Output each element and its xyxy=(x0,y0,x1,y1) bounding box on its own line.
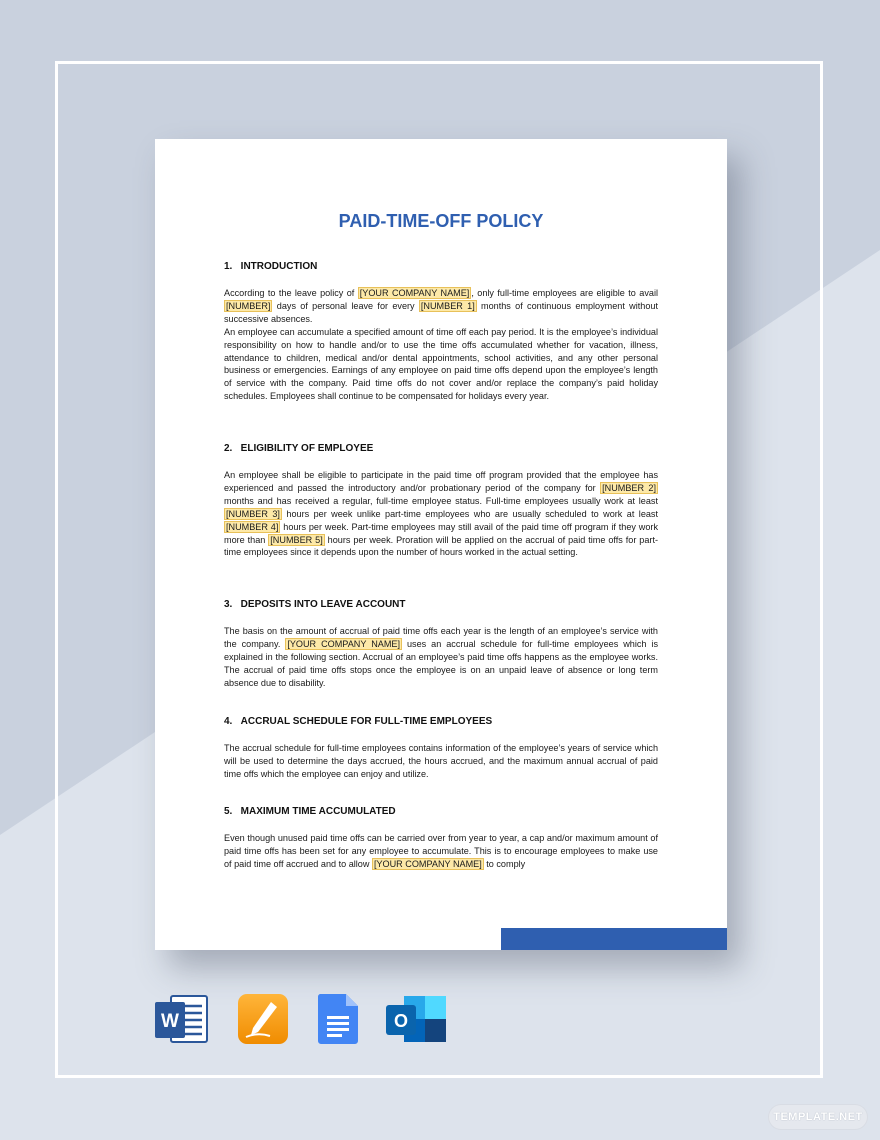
section-body: The basis on the amount of accrual of paid time offs each year is the length of an employee’s service with the company. [YOUR COMPANY NAME] uses an accrual schedule for full-time employees which is explained in the following section. Accrual of an employee’s paid time offs happens as the employee works. The accrual of paid time offs stops once the employee is on an unpaid leave of absence or long term absence due to disability. xyxy=(224,626,658,688)
placeholder-highlight: [YOUR COMPANY NAME] xyxy=(287,638,401,649)
section-body: According to the leave policy of [YOUR COMPANY NAME] , only full-time employees are eligible to avail [NUMBER] days of personal leave for every [NUMBER 1] months of continuous employment without successive absences. An employee can accumulate a specified amount of time off each pay period. It is the employee’s individual responsibility on how to handle and/or to use the time offs accumulated whether for vacation, illness, attendance to children, medical and/or dental appointments, school activities, and any other personal business or emergencies. Earnings of any employee on paid time offs depend upon the employee’s length of service with the company. Paid time offs do not cover and/or replace the company’s paid holiday schedules. Employees shall continue to be compensated for holidays every year. xyxy=(224,288,658,402)
placeholder-highlight: [NUMBER 1] xyxy=(420,300,475,311)
section-accrual-schedule xyxy=(224,716,658,781)
section-maximum-time xyxy=(224,806,658,871)
microsoft-outlook-icon[interactable] xyxy=(386,994,448,1044)
section-heading: 4. ACCRUAL SCHEDULE FOR FULL-TIME EMPLOYEES xyxy=(224,716,493,727)
section-heading: 3. DEPOSITS INTO LEAVE ACCOUNT xyxy=(224,599,406,610)
paragraph: An employee can accumulate a specified amount of time off each pay period. It is the employee’s individual responsibility on how to handle and/or to use the time offs accumulated whether for vacation, illness, attendance to children, medical and/or dental appointments, school activities, and any other personal business or emergencies. Earnings of any employee on paid time offs depend upon the employee’s length of service with the company. Paid time offs do not cover and/or replace the company’s paid holiday schedules. Employees shall continue to be compensated for holidays every year. xyxy=(224,326,658,402)
placeholder-highlight: [NUMBER 2] xyxy=(602,482,656,493)
footer-accent-bar xyxy=(501,928,727,950)
placeholder-highlight: [YOUR COMPANY NAME] xyxy=(359,288,470,298)
placeholder-highlight: [NUMBER 5] xyxy=(270,534,323,545)
placeholder-highlight: [NUMBER 3] xyxy=(226,508,280,519)
outlook-letter: O xyxy=(393,1011,409,1031)
section-heading: 1. INTRODUCTION xyxy=(224,261,318,272)
placeholder-highlight: [NUMBER 4] xyxy=(226,521,279,532)
document-title: PAID-TIME-OFF POLICY xyxy=(338,211,544,231)
section-body: The accrual schedule for full-time employees contains information of the employee’s years of service which will be used to determine the days accrued, the hours accrued, and the maximum annual accrual of paid time offs which the employee can enjoy and utilize. xyxy=(224,743,658,779)
section-heading: 2. ELIGIBILITY OF EMPLOYEE xyxy=(224,443,374,454)
word-letter: W xyxy=(161,1011,179,1032)
section-heading: 5. MAXIMUM TIME ACCUMULATED xyxy=(224,806,396,817)
section-deposits xyxy=(224,599,658,690)
section-body: An employee shall be eligible to participate in the paid time off program provided that the employee has experienced and passed the introductory and/or probationary period of the company for [NUMBER 2] months and has received a regular, full-time employee status. Full-time employees usually work at least [NUMBER 3] hours per week unlike part-time employees who are usually scheduled to work at least [NUMBER 4] hours per week. Part-time employees may still avail of the paid time off program if they work more than [NUMBER 5] hours per week. Proration will be applied on the accrual of paid time offs for part-time employees since it depends upon the number of hours worked in the actual setting. xyxy=(224,470,659,558)
section-body: Even though unused paid time offs can be carried over from year to year, a cap and/or maximum amount of paid time offs has been set for any employee to accumulate. This is to encourage employees to make use of paid time off accrued and to allow [YOUR COMPANY NAME] to comply xyxy=(224,833,658,869)
google-docs-icon[interactable] xyxy=(318,994,358,1044)
placeholder-highlight: [NUMBER] xyxy=(226,300,271,311)
section-introduction xyxy=(224,261,658,403)
document-page xyxy=(155,139,727,950)
placeholder-highlight: [YOUR COMPANY NAME] xyxy=(373,858,482,869)
microsoft-word-icon[interactable] xyxy=(155,994,209,1044)
template-net-watermark: TEMPLATE.NET xyxy=(768,1104,868,1130)
apple-pages-icon[interactable] xyxy=(238,994,288,1044)
section-eligibility xyxy=(224,443,658,559)
